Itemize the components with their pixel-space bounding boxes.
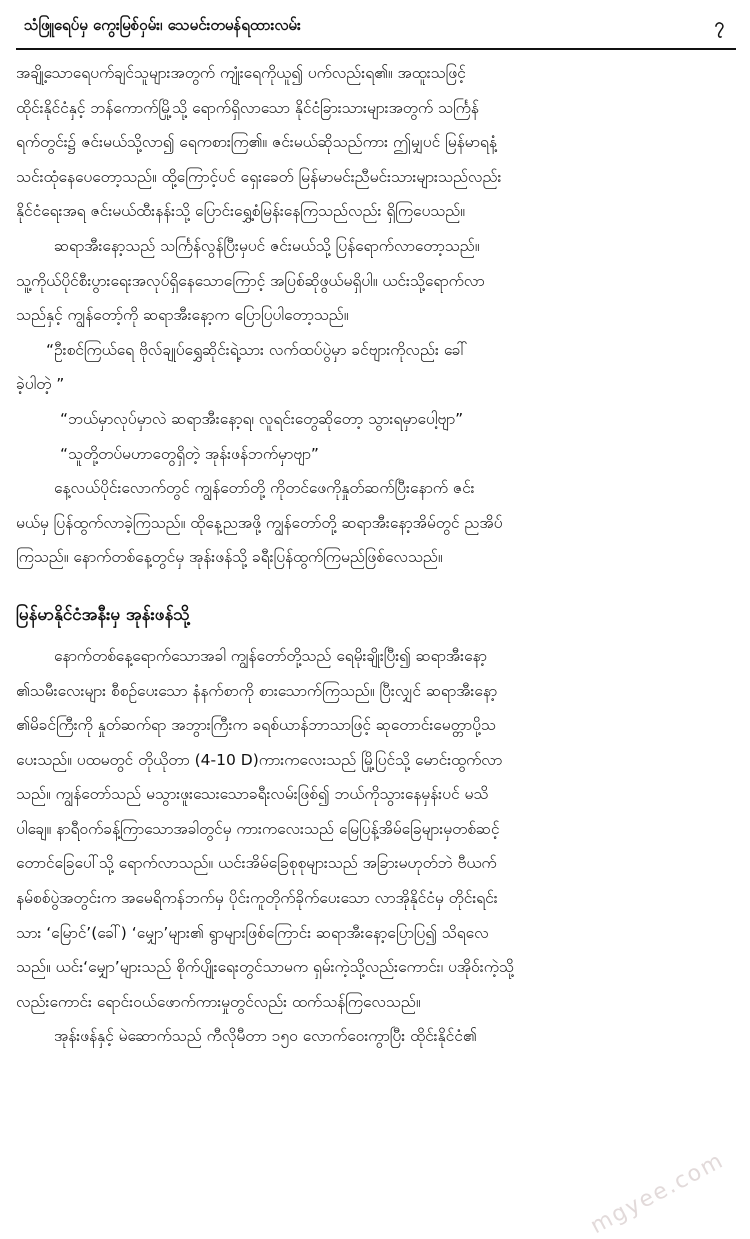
text-line: နိုင်ငံရေးအရ ဇင်းမယ်ထီးနန်းသို့ ပြောင်းရွှေ့စံမြန်းနေကြသည်လည်း ရှိကြပေသည်။ — [16, 202, 465, 221]
text-line: အချို့သောရေပက်ချင်သူများအတွက် ကျုံးရေကိုယူ၍ ပက်လည်းရ၏။ အထူးသဖြင့် — [16, 64, 466, 82]
dialogue-line: “သူတို့တပ်မဟာတွေရှိတဲ့ အုန်းဖန်ဘက်မှာဗျာ” — [60, 444, 319, 463]
text-line: ပေးသည်။ ပထမတွင် တိုယိုတာ (4-10 D)ကားကလေးသည် မြို့ပြင်သို့ မောင်းထွက်လာ — [16, 750, 503, 769]
text-line: မယ်မှ ပြန်ထွက်လာခဲ့ကြသည်။ ထိုနေ့ညအဖို့ ကျွန်တော်တို့ ဆရာအီးနော့အိမ်တွင် ညအိပ် — [16, 513, 503, 532]
text-line: ၏သမီးလေးများ စီစဉ်ပေးသော နံနက်စာကို စားသောက်ကြသည်။ ပြီးလျှင် ဆရာအီးနော့ — [16, 681, 498, 700]
text-line: နောက်တစ်နေ့ရောက်သောအခါ ကျွန်တော်တို့သည် ရေမိုးချိုးပြီး၍ ဆရာအီးနော့ — [54, 646, 487, 665]
body-text — [16, 56, 736, 1054]
page-number: ၇ — [714, 15, 724, 35]
dialogue-line: ခဲ့ပါတဲ့ ” — [16, 375, 65, 394]
text-line: လည်းကောင်း ရောင်းဝယ်ဖောက်ကားမှုတွင်လည်း ထက်သန်ကြလေသည်။ — [16, 992, 421, 1011]
text-line: ရက်တွင်း၌ ဇင်းမယ်သို့လာ၍ ရေကစားကြ၏။ ဇင်းမယ်ဆိုသည်ကား ဤမျှပင် မြန်မာရနံ့ — [16, 133, 497, 152]
text-line: သင်းထုံနေပေတော့သည်။ ထို့ကြောင့်ပင် ရှေးခေတ် မြန်မာမင်းညီမင်းသားများသည်လည်း — [16, 167, 502, 186]
text-line: ဆရာအီးနော့သည် သင်္ကြန်လွန်ပြီးမှပင် ဇင်းမယ်သို့ ပြန်ရောက်လာတော့သည်။ — [54, 236, 480, 255]
text-line: သူ့ကိုယ်ပိုင်စီးပွားရေးအလုပ်ရှိနေသောကြောင့် အပြစ်ဆိုဖွယ်မရှိပါ။ ယင်းသို့ရောက်လာ — [16, 271, 485, 290]
text-line: သည်။ ကျွန်တော်သည် မသွားဖူးသေးသောခရီးလမ်းဖြစ်၍ ဘယ်ကိုသွားနေမှန်းပင် မသိ — [16, 785, 489, 804]
text-line: အုန်းဖန်နှင့် မဲဆောက်သည် ကီလိုမီတာ ၁၅၀ လောက်ဝေးကွာပြီး ထိုင်းနိုင်ငံ၏ — [54, 1027, 477, 1046]
dialogue-line: “ဦးစင်ကြယ်ရေ ဗိုလ်ချုပ်ရွှေဆိုင်းရဲ့သား လက်ထပ်ပွဲမှာ ခင်ဗျားကိုလည်း ခေါ် — [46, 340, 468, 359]
text-line: သည်။ ယင်း‘မျှော’များသည် စိုက်ပျိုးရေးတွင်သာမက ရှမ်းကဲ့သို့လည်းကောင်း၊ ပအိုဝ်းကဲ့သို့ — [16, 958, 514, 977]
running-header-title: သံဖြူရေပ်မှ ကွေးမြစ်ဝှမ်း၊ သေမင်းတမန်ရထားလမ်း — [24, 16, 301, 34]
text-line: နမ်စစ်ပွဲအတွင်းက အမေရိကန်ဘက်မှ ပိုင်းကူတိုက်ခိုက်ပေးသော လာအိုနိုင်ငံမှ တိုင်းရင်း — [16, 889, 498, 908]
text-line: ပါချေ။ နာရီဝက်ခန့်ကြာသောအခါတွင်မှ ကားကလေးသည် မြေပြန့်အိမ်ခြေများမှတစ်ဆင့် — [16, 819, 500, 838]
text-line: ၏မိခင်ကြီးကို နှုတ်ဆက်ရာ အဘွားကြီးက ခရစ်ယာန်ဘာသာဖြင့် ဆုတောင်းမေတ္တာပို့သ — [16, 716, 496, 735]
running-header — [16, 14, 736, 50]
text-line: ထိုင်းနိုင်ငံနှင့် ဘန်ကောက်မြို့သို့ ရောက်ရှိလာသော နိုင်ငံခြားသားများအတွက် သင်္ကြန် — [16, 98, 479, 117]
dialogue-line: “ဘယ်မှာလုပ်မှာလဲ ဆရာအီးနော့ရ၊ လူရင်းတွေဆိုတော့ သွားရမှာပေါ့ဗျာ” — [60, 409, 464, 428]
text-line: ကြသည်။ နောက်တစ်နေ့တွင်မှ အုန်းဖန်သို့ ခရီးပြန်ထွက်ကြမည်ဖြစ်လေသည်။ — [16, 548, 443, 567]
site-watermark: mgyee.com — [586, 1147, 728, 1239]
text-line: သား ‘မြောင်’(ခေါ်) ‘မျှော’များ၏ ရွာများဖြစ်ကြောင်း ဆရာအီးနော့ပြောပြ၍ သိရလေ — [16, 923, 489, 942]
section-heading: မြန်မာနိုင်ငံအနီးမှ အုန်းဖန်သို့ — [16, 604, 190, 625]
text-line: တောင်ခြေပေါ်သို့ ရောက်လာသည်။ ယင်းအိမ်ခြေစုစုများသည် အခြားမဟုတ်ဘဲ ဗီယက် — [16, 854, 497, 873]
text-line: နေ့လယ်ပိုင်းလောက်တွင် ကျွန်တော်တို့ ကိုတင်ဖေကိုနှုတ်ဆက်ပြီးနောက် ဇင်း — [54, 479, 475, 498]
text-line: သည်နှင့် ကျွန်တော့်ကို ဆရာအီးနော့က ပြောပြပါတော့သည်။ — [16, 306, 349, 325]
